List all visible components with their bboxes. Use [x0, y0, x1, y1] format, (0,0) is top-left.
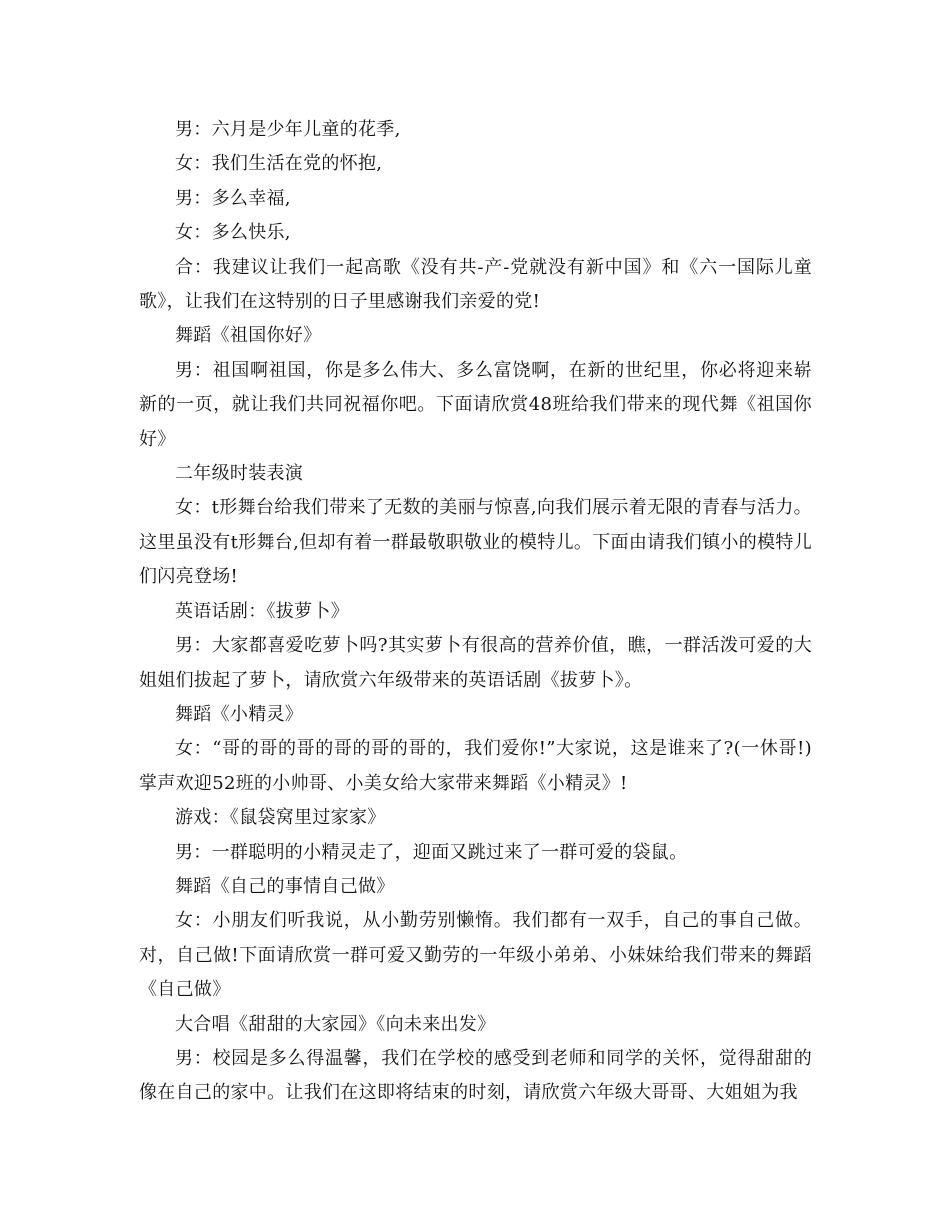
intro-game: 男：一群聪明的小精灵走了，迎面又跳过来了一群可爱的袋鼠。	[175, 841, 688, 863]
program-title-chorus: 大合唱《甜甜的大家园》《向未来出发》	[175, 1013, 496, 1035]
line-female-2: 女：多么快乐,	[175, 222, 291, 244]
line-together: 合：我建议让我们一起高歌《没有共-产-党就没有新中国》和《六一国际儿童歌》，让我们在这特别的日子里感谢我们亲爱的党!	[139, 256, 812, 313]
intro-fashion-show: 女：t形舞台给我们带来了无数的美丽与惊喜,向我们展示着无限的青春与活力。这里虽没有t形舞台,但却有着一群最敬职敬业的模特儿。下面由请我们镇小的模特儿们闪亮登场!	[139, 497, 812, 588]
program-title-dance-elf: 舞蹈《小精灵》	[175, 703, 304, 725]
document-page	[139, 113, 812, 1111]
intro-dance-elf: 女：“哥的哥的哥的哥的哥的哥的，我们爱你!”大家说，这是谁来了?(一休哥!)掌声欢迎52班的小帅哥、小美女给大家带来舞蹈《小精灵》!	[139, 738, 812, 794]
intro-chorus: 男：校园是多么得温馨，我们在学校的感受到老师和同学的关怀，觉得甜甜的像在自己的家中。让我们在这即将结束的时刻，请欣赏六年级大哥哥、大姐姐为我	[139, 1047, 812, 1104]
program-title-game: 游戏：《鼠袋窝里过家家》	[175, 807, 386, 829]
intro-dance-motherland: 男：祖国啊祖国，你是多么伟大、多么富饶啊，在新的世纪里，你必将迎来崭新的一页，就让我们共同祝福你吧。下面请欣赏48班给我们带来的现代舞《祖国你好》	[139, 359, 812, 450]
line-male-2: 男：多么幸福,	[175, 187, 291, 209]
program-title-english-drama: 英语话剧：《拔萝卜》	[175, 600, 349, 622]
program-title-fashion-show: 二年级时装表演	[175, 463, 304, 485]
line-female-1: 女：我们生活在党的怀抱,	[175, 153, 383, 175]
intro-dance-self: 女：小朋友们听我说，从小勤劳别懒惰。我们都有一双手，自己的事自己做。对，自己做!下面请欣赏一群可爱又勤劳的一年级小弟弟、小妹妹给我们带来的舞蹈《自己做》	[139, 910, 812, 1001]
line-male-1: 男：六月是少年儿童的花季,	[175, 119, 401, 140]
program-title-dance-motherland: 舞蹈《祖国你好》	[175, 325, 322, 347]
intro-english-drama: 男：大家都喜爱吃萝卜吗?其实萝卜有很高的营养价值，瞧，一群活泼可爱的大姐姐们拔起了萝卜，请欣赏六年级带来的英语话剧《拔萝卜》。	[139, 635, 812, 691]
program-title-dance-self: 舞蹈《自己的事情自己做》	[175, 875, 395, 897]
